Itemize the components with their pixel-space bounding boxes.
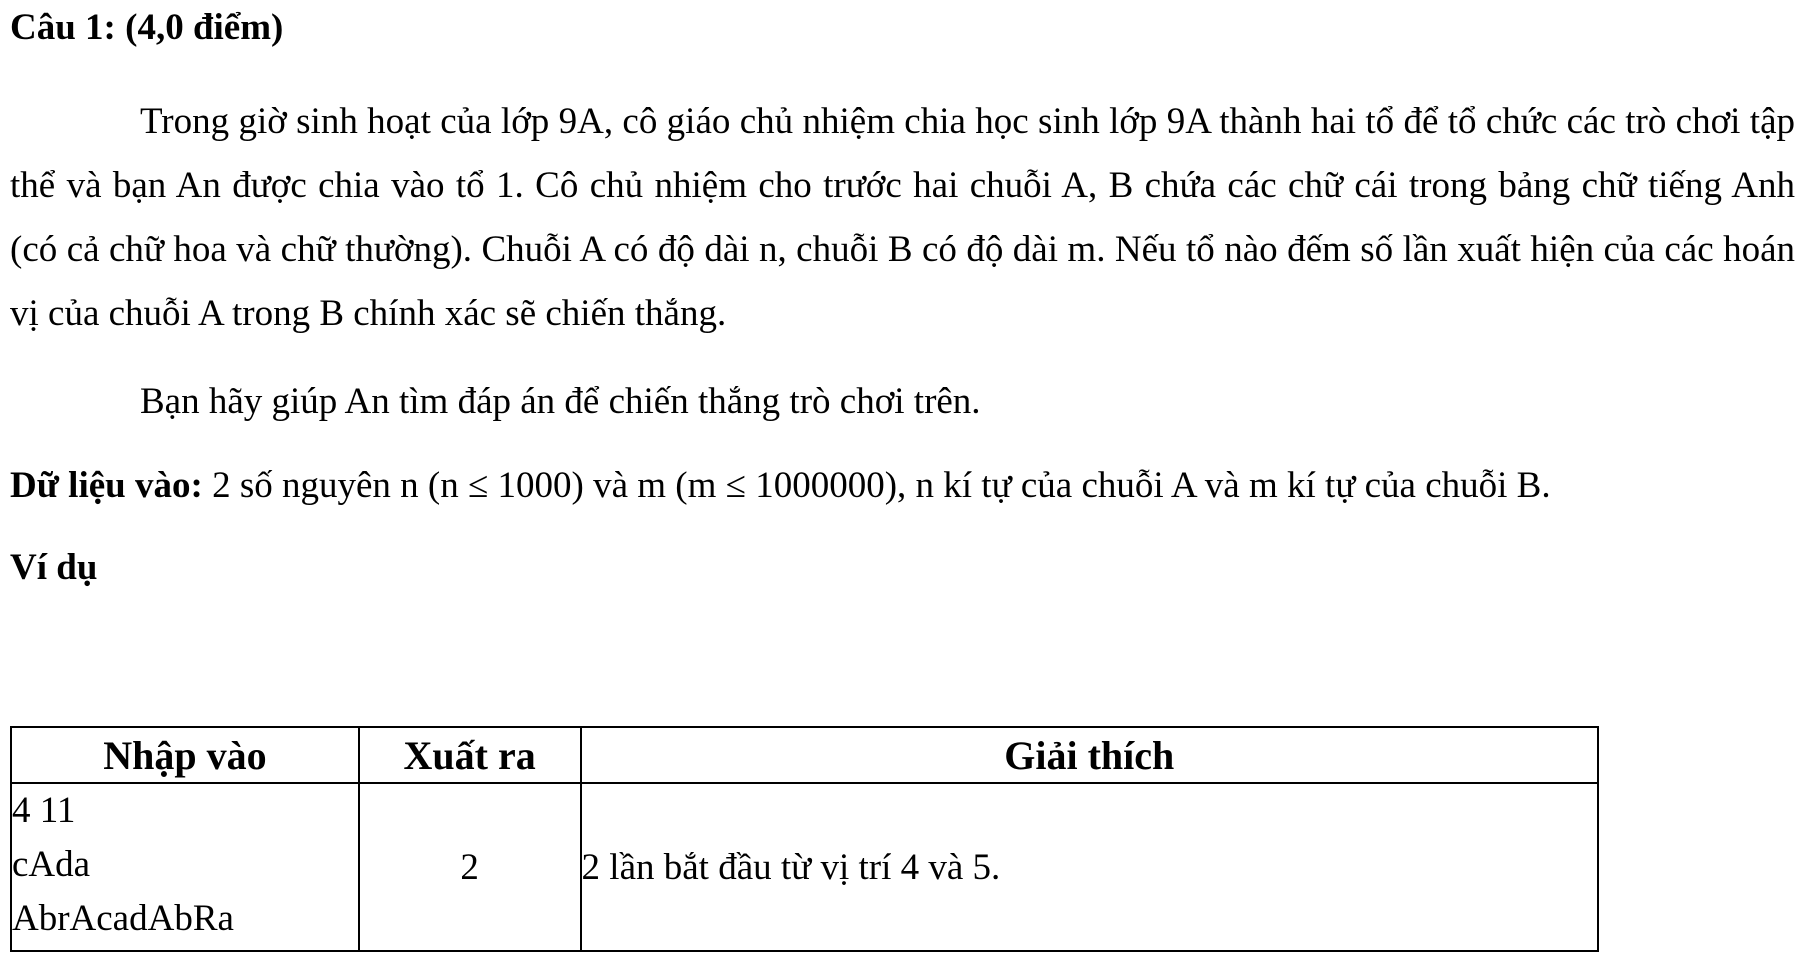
question-title: Câu 1: (4,0 điểm) [10,7,284,48]
input-label: Dữ liệu vào: [10,465,203,506]
input-line: 4 11 [12,790,76,831]
problem-description: Trong giờ sinh hoạt của lớp 9A, cô giáo chủ nhiệm chia học sinh lớp 9A thành hai tổ để tổ chức các trò chơi tập thể và bạn An được chia vào tổ 1. Cô chủ nhiệm cho trước hai chuỗi A, B chứa các chữ cái trong bảng chữ tiếng Anh (có cả chữ hoa và chữ thường). Chuỗi A có độ dài n, chuỗi B có độ dài m. Nếu tổ nào đếm số lần xuất hiện của các hoán vị của chuỗi A trong B chính xác sẽ chiến thắng. [10,101,1795,334]
header-explanation: Giải thích [581,727,1598,783]
input-cell [11,783,359,951]
table-row [11,783,1598,951]
input-specification [10,454,1795,518]
task-instruction: Bạn hãy giúp An tìm đáp án để chiến thắng trò chơi trên. [140,381,981,422]
example-heading: Ví dụ [10,547,98,588]
input-line: cAda [12,844,91,885]
header-output: Xuất ra [359,727,581,783]
example-table [10,726,1599,952]
document [10,0,1795,590]
input-description: 2 số nguyên n (n ≤ 1000) và m (m ≤ 1000000), n kí tự của chuỗi A và m kí tự của chuỗi B. [202,465,1551,506]
input-line: AbrAcadAbRa [12,898,234,939]
table-header-row [11,727,1598,783]
header-input: Nhập vào [11,727,359,783]
explanation-cell: 2 lần bắt đầu từ vị trí 4 và 5. [581,783,1598,951]
output-cell: 2 [359,783,581,951]
